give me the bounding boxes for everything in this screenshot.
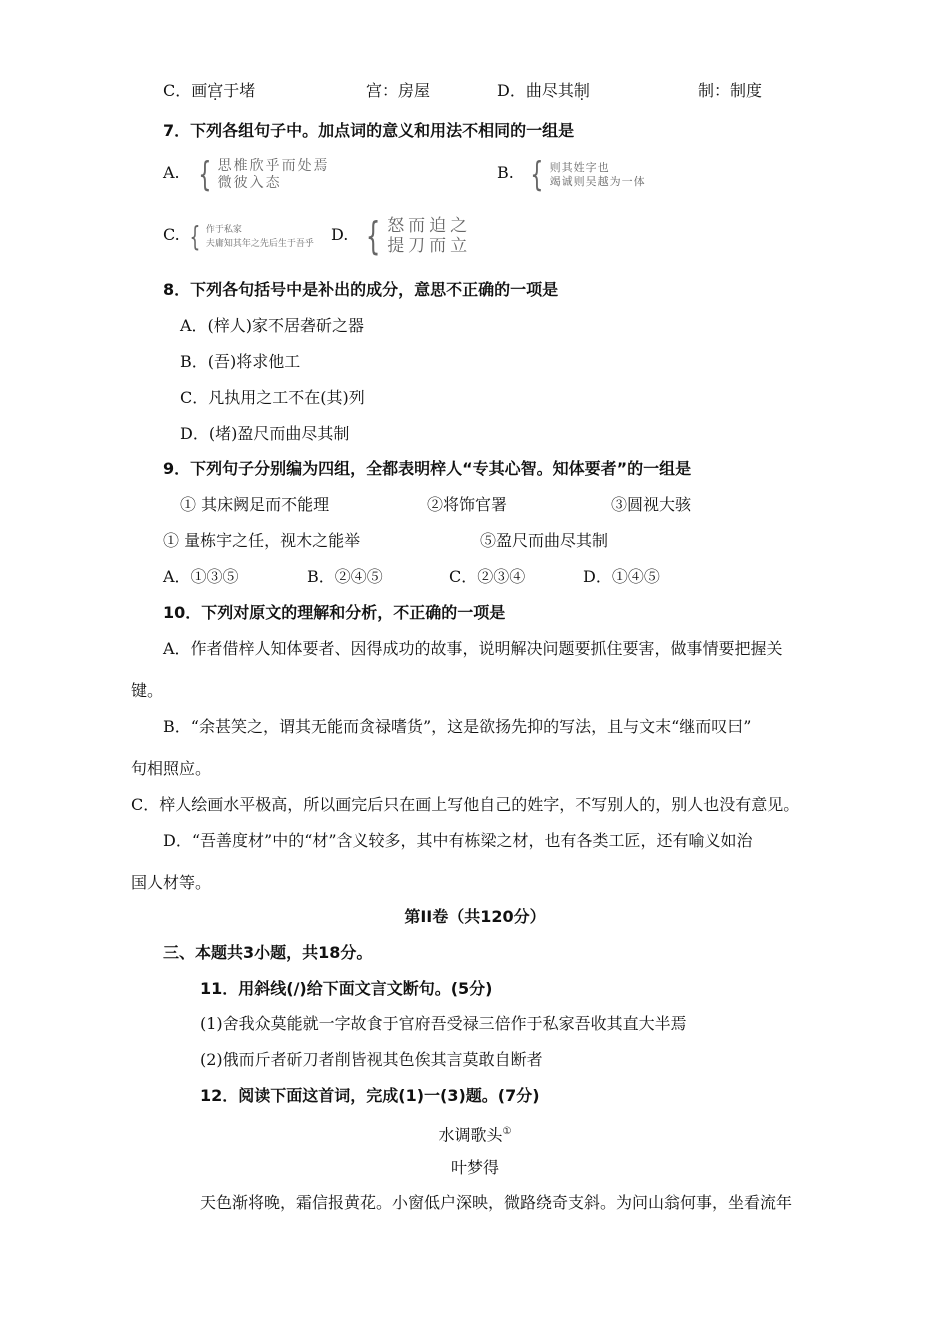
q6-c-gloss: 宫：房屋 [366,81,431,100]
q12-title: 12．阅读下面这首词，完成(1)一(3)题。(7分) [200,1086,540,1105]
q7-d-line-1: 怒而迫之 [387,216,472,236]
q10-d-line-1: D．“吾善度材”中的“材”含义较多，其中有栋梁之材，也有各类工匠，还有喻义如治 [163,831,753,850]
q10-d-line-2: 国人材等。 [131,873,212,892]
q6-d-dotted-char: 制 [573,81,590,100]
poem-title [0,1121,950,1146]
q10-title: 10．下列对原文的理解和分析，不正确的一项是 [163,603,506,622]
q9-item-4: ① 量栋宇之任，视木之能举 [163,531,361,550]
poem-line-1: 天色渐将晚，霜信报黄花。小窗低户深映，微路绕奇支斜。为问山翁何事，坐看流年 [200,1193,793,1212]
q7-d-label: D. [331,225,349,244]
q9-option-b: B．②④⑤ [307,567,383,586]
q6-c-label: C．画 [163,81,208,100]
q11-title: 11．用斜线(/)给下面文言文断句。(5分) [200,979,493,998]
q6-option-d [497,80,590,102]
q10-a-line-2: 键。 [131,681,164,700]
q11-passage-1: (1)舍我众莫能就一字故食于官府吾受禄三倍作于私家吾收其直大半焉 [200,1014,687,1033]
q10-b-line-1: B．“余甚笑之，谓其无能而贪禄嗜货”，这是欲扬先抑的写法，且与文末“继而叹曰” [163,717,752,736]
q10-c-line-1: C．梓人绘画水平极高，所以画完后只在画上写他自己的姓字，不写别人的，别人也没有意见。 [131,795,800,814]
q9-item-1: ① 其床阙足而不能理 [180,495,330,514]
poem-title-text: 水调歌头 [438,1125,503,1145]
q7-b-pair [526,155,646,195]
q7-a-label: A. [163,163,180,182]
q7-a-line-2: 微彼入态 [217,175,282,191]
q7-a-line-1: 思椎欣乎而处焉 [217,158,330,174]
q8-option-b: B．(吾)将求他工 [180,352,301,371]
q7-c-label: C. [163,225,180,244]
q10-b-line-2: 句相照应。 [131,759,212,778]
q9-item-5: ⑤盈尺而曲尽其制 [480,531,609,550]
part2-title: 第II卷（共120分） [404,907,546,926]
q8-option-a: A．(梓人)家不居砻斫之器 [180,316,365,335]
q6-option-c [163,80,255,102]
q8-option-d: D．(堵)盈尺而曲尽其制 [180,424,350,443]
q7-c-pair [186,220,314,254]
q10-a-line-1: A．作者借梓人知体要者、因得成功的故事，说明解决问题要抓住要害，做事情要把握关 [163,639,783,658]
q7-b-label: B. [497,163,514,182]
q7-title: 7．下列各组句子中。加点词的意义和用法不相同的一组是 [163,121,575,140]
brace-icon: { [365,214,381,258]
poem-author: 叶梦得 [450,1158,499,1177]
q6-d-gloss: 制：制度 [698,81,763,100]
q9-title: 9．下列句子分别编为四组，全都表明梓人“专其心智。知体要者”的一组是 [163,459,692,478]
q8-title: 8．下列各句括号中是补出的成分，意思不正确的一项是 [163,280,559,299]
q9-option-c: C．②③④ [449,567,526,586]
q7-c-line-1: 作于私家 [205,225,242,235]
q9-option-d: D．①④⑤ [583,567,660,586]
q6-c-rest: 于堵 [223,81,256,100]
q8-option-c: C．凡执用之工不在(其)列 [180,388,365,407]
brace-icon: { [198,155,212,195]
brace-icon: { [189,220,201,253]
q7-c-line-2: 夫庸知其年之先后生于吾乎 [205,239,314,249]
q11-passage-2: (2)俄而斤者斫刀者削皆视其色俟其言莫敢自断者 [200,1050,543,1069]
brace-icon: { [530,155,544,195]
q9-item-3: ③圆视大骇 [611,495,692,514]
q6-d-label: D．曲尽其 [497,81,574,100]
section3-heading: 三、本题共3小题，共18分。 [163,943,373,962]
q9-item-2: ②将饰官署 [427,495,508,514]
q7-d-pair [361,216,471,256]
q7-b-line-1: 则其姓字也 [549,161,610,174]
poem-footnote-mark: ① [502,1126,512,1137]
q7-d-line-2: 提刀而立 [387,236,472,256]
q9-option-a: A．①③⑤ [163,567,239,586]
q7-a-pair [194,155,330,195]
q7-b-line-2: 竭诚则吴越为一体 [549,175,646,188]
q6-c-dotted-char: 宫 [207,81,224,100]
